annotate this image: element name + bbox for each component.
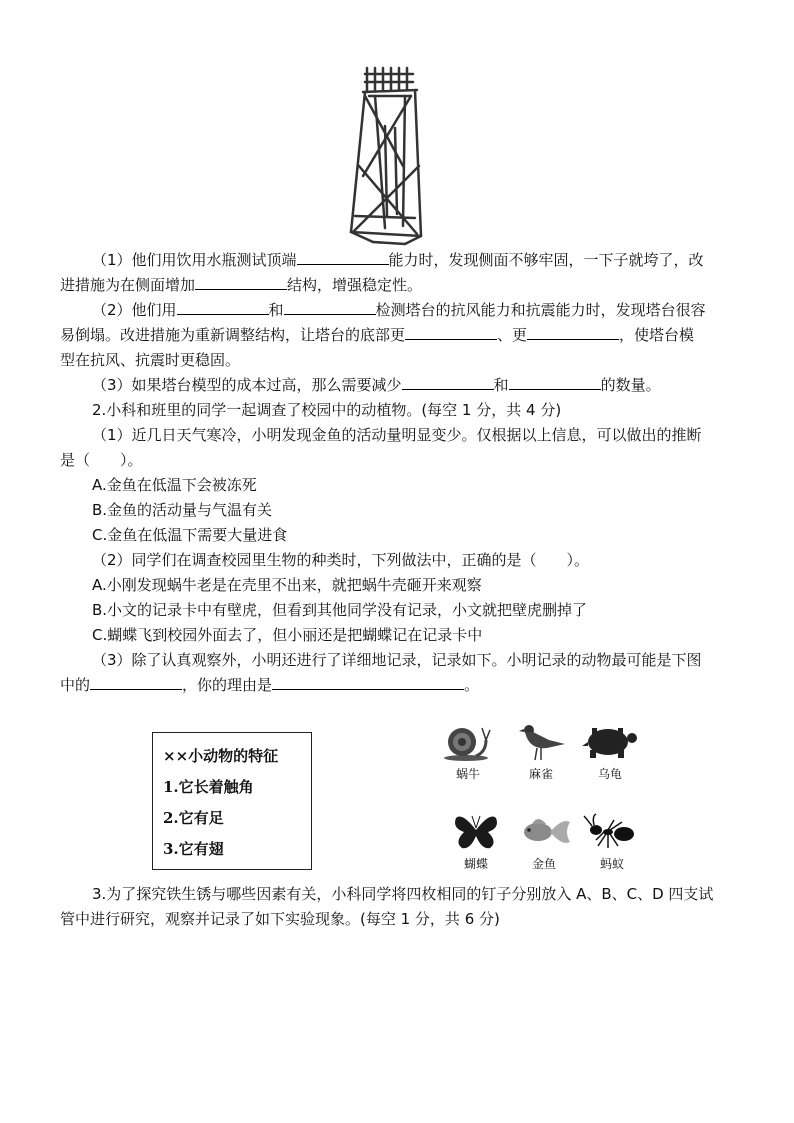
q1-part3-text-a: （3）如果塔台模型的成本过高，那么需要减少 [92, 376, 402, 394]
q2-sub2-option-a: A.小刚发现蜗牛老是在壳里不出来，就把蜗牛壳砸开来观察 [92, 576, 482, 594]
turtle-icon [580, 722, 640, 762]
q2-sub1-option-b: B.金鱼的活动量与气温有关 [92, 501, 273, 519]
q2-sub3-line1: （3）除了认真观察外，小明还进行了详细地记录，记录如下。小明记录的动物最可能是下图 [92, 651, 702, 669]
q2-sub3-text-c: 。 [464, 676, 480, 694]
q1-part1-text-b: 能力时，发现侧面不够牢固，一下子就垮了，改 [388, 251, 704, 269]
animal-turtle [578, 722, 642, 782]
answer-blank[interactable] [284, 300, 376, 315]
q1-part1-text-d: 结构，增强稳定性。 [287, 276, 423, 294]
q3-line1: 3.为了探究铁生锈与哪些因素有关，小科同学将四枚相同的钉子分别放入 A、B、C、D 四支试 [92, 885, 714, 903]
answer-blank[interactable] [527, 325, 619, 340]
q2-sub1-option-c: C.金鱼在低温下需要大量进食 [92, 526, 288, 544]
animal-label: 蜗牛 [455, 767, 480, 781]
answer-blank[interactable] [177, 300, 269, 315]
q1-part2-text-f: ，使塔台模 [619, 326, 695, 344]
q2-sub3-text-b: ，你的理由是 [182, 676, 273, 694]
q2-sub2-option-c: C.蝴蝶飞到校园外面去了，但小丽还是把蝴蝶记在记录卡中 [92, 626, 483, 644]
animal-butterfly [444, 812, 508, 872]
q2-sub1-line2: 是（ ）。 [60, 451, 143, 469]
q1-part3-line [60, 375, 772, 395]
reason-blank[interactable] [272, 675, 464, 690]
q1-part2-text-d: 易倒塌。改进措施为重新调整结构，让塔台的底部更 [60, 326, 406, 344]
q2-sub1-line1: （1）近几日天气寒冷，小明发现金鱼的活动量明显变少。仅根据以上信息，可以做出的推断 [92, 426, 702, 444]
q2-sub2-line: （2）同学们在调查校园里生物的种类时，下列做法中，正确的是（ ）。 [92, 551, 590, 569]
q1-part2-text-e: 、更 [497, 326, 528, 344]
q3-line2: 管中进行研究，观察并记录了如下实验现象。(每空 1 分，共 6 分) [60, 910, 500, 928]
animal-label: 蚂蚁 [599, 857, 624, 871]
answer-blank[interactable] [195, 275, 287, 290]
butterfly-icon [452, 812, 500, 852]
answer-blank[interactable] [509, 375, 601, 390]
animal-label: 金鱼 [531, 857, 556, 871]
animal-label: 乌龟 [597, 767, 622, 781]
animal-sparrow [509, 722, 573, 782]
animal-goldfish [512, 812, 576, 872]
q1-part1-text-a: （1）他们用饮用水瓶测试顶端 [92, 251, 297, 269]
animal-ant [580, 812, 644, 872]
q2-sub1-option-a: A.金鱼在低温下会被冻死 [92, 476, 257, 494]
feature-card-title: ××小动物的特征 [163, 747, 279, 765]
goldfish-icon [516, 812, 572, 852]
feature-item: 3.它有翅 [163, 840, 224, 858]
animal-label: 麻雀 [528, 767, 553, 781]
tower-model-image [345, 66, 425, 246]
q1-part1-line1 [60, 250, 772, 270]
q2-sub3-line2 [60, 675, 740, 695]
snail-icon [442, 722, 494, 762]
q1-part2-line1 [60, 300, 772, 320]
q2-sub3-text-a: 中的 [60, 676, 91, 694]
animal-snail [436, 722, 500, 782]
sparrow-icon [515, 722, 567, 762]
q1-part2-text-c: 检测塔台的抗风能力和抗震能力时，发现塔台很容 [375, 301, 706, 319]
feature-item: 1.它长着触角 [163, 778, 254, 796]
feature-item: 2.它有足 [163, 809, 224, 827]
q1-part2-text-a: （2）他们用 [92, 301, 177, 319]
q1-part1-text-c: 进措施为在侧面增加 [60, 276, 196, 294]
q1-part2-text-b: 和 [268, 301, 284, 319]
q1-part1-line2 [60, 275, 740, 295]
ant-icon [582, 812, 642, 852]
q1-part2-line3: 型在抗风、抗震时更稳固。 [60, 351, 241, 369]
q1-part2-line2 [60, 325, 740, 345]
animal-label: 蝴蝶 [463, 857, 488, 871]
answer-blank[interactable] [297, 250, 389, 265]
q1-part3-text-c: 的数量。 [600, 376, 661, 394]
q1-part3-text-b: 和 [493, 376, 509, 394]
q2-heading: 2.小科和班里的同学一起调查了校园中的动植物。(每空 1 分，共 4 分) [92, 401, 562, 419]
answer-blank[interactable] [402, 375, 494, 390]
animal-feature-card [152, 732, 312, 870]
answer-blank[interactable] [405, 325, 497, 340]
answer-blank[interactable] [90, 675, 182, 690]
q2-sub2-option-b: B.小文的记录卡中有壁虎，但看到其他同学没有记录，小文就把壁虎删掉了 [92, 601, 588, 619]
